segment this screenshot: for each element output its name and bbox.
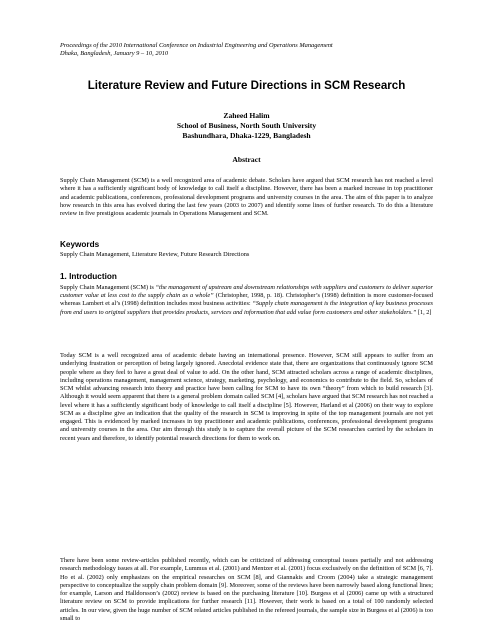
author-block [60,111,433,141]
abstract-heading: Abstract [232,155,261,164]
author-address: Bashundhara, Dhaka-1229, Bangladesh [182,131,311,140]
intro-p1-text-a: Supply Chain Management (SCM) is [60,284,156,291]
author-name: Zaheed Halim [223,111,270,120]
abstract-text: Supply Chain Management (SCM) is a well recognized area of academic debate. Scholars have argued that SCM research has not reached a level where it has a sufficiently significant body of knowledge to call itself a discipline. However, there has been a marked increase in top practitioner and academic publications, conferences, professional development programs and university courses in the area. The aim of this paper is to analyze how research in this area has evolved during the last few years (2003 to 2007) and identify some lines of further research. To do this a literature review in five prestigious academic journals in Operations Management and SCM. [60,177,433,217]
intro-paragraph-1 [60,284,433,317]
intro-paragraph-2: Today SCM is a well recognized area of academic debate having an international presence. However, SCM still appears to suffer from an underlying frustration or perception of being largely ignored. Anecdotal evidence state that, there are organizations that continuously ignore SCM people where as they feel to have a great deal of value to add. On the other hand, SCM attracted scholars across a range of academic disciplines, including operations management, management science, strategy, marketing, psychology, and economics to contribute to the field. So, scholars of SCM whilst advancing research into theory and practice have been calling for SCM to have its own “theory” from which to build research [3]. Although it would seem apparent that there is a general problem domain called SCM [4], scholars have argued that SCM research has not reached a level where it has a sufficiently significant body of knowledge to call itself a discipline [5]. However, Harland et al (2006) on their way to explore SCM as a discipline give an indication that the quality of the research in SCM is improving in spite of the top management journals are not yet engaged. This is evidenced by marked increases in top practitioner and academic publications, conferences, professional development programs and university courses in the area. Our aim through this study is to capture the overall picture of the SCM researches carried by the scholars in recent years and therefore, to identify potential research directions for them to work on. [60,352,433,442]
intro-p1-quote-1: “the management of upstream and downstream relationships with suppliers and customers to deliver superior customer value at less cost to the supply chain as a whole” [60,284,433,300]
keywords-text: Supply Chain Management, Literature Review, Future Research Directions [60,251,250,258]
intro-p1-text-b: (Christopher, 1998, p. 18). Christopher’s (1998) definition is more customer-focused whereas Lambert et al’s (1998) definition includes most business activities: [60,292,433,308]
intro-paragraph-3: There have been some review-articles published recently, which can be criticized of addressing conceptual issues partially and not addressing research methodology issues at all. For example, Lummus et al. (2001) and Mentzer et al. (2001) focus exclusively on the definition of SCM [6, 7]. Ho et al. (2002) only emphasizes on the empirical researches on SCM [8], and Giannakis and Croom (2004) take a strategic management perspective to conceptualize the supply chain problem domain [9]. Moreover, some of the reviews have been narrowly based along functional lines; for example, Larson and Halldorsson’s (2002) review is based on the purchasing literature [10]. Burgess et al (2006) came up with a structured literature review on SCM to provide implications for further research [11]. However, their work is based on a total of 100 randomly selected articles. In our view, given the huge number of SCM related articles published in the refereed journals, the sample size in Burgess et al (2006) is too small to [60,557,433,622]
proceedings-line-2: Dhaka, Bangladesh, January 9 – 10, 2010 [60,50,169,58]
paper-title: Literature Review and Future Directions in SCM Research [87,79,406,92]
keywords-heading: Keywords [60,240,100,249]
proceedings-line-1: Proceedings of the 2010 International Conference on Industrial Engineering and Operations Management [60,42,333,49]
intro-p1-quote-2: “Supply chain management is the integration of key business processes from end users to original suppliers that provides products, services and information that add value form customers and other stakeholders.” [60,300,433,316]
author-affiliation: School of Business, North South University [176,121,317,130]
introduction-heading: 1. Introduction [60,272,117,281]
intro-p1-text-c: [1, 2] [416,308,432,316]
proceedings-header [60,42,433,59]
